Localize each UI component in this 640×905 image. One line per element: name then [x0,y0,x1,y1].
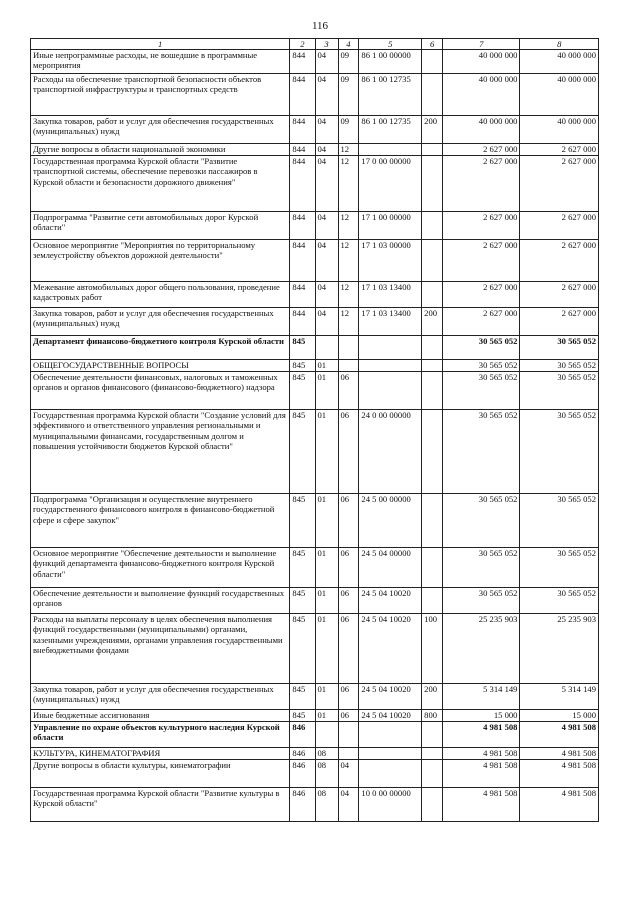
amount-year1-cell: 30 565 052 [443,360,520,372]
ministry-code-cell: 844 [290,50,315,74]
amount-year1-cell: 25 235 903 [443,614,520,684]
section-code-cell: 04 [315,50,338,74]
amount-year1-cell: 40 000 000 [443,50,520,74]
page-number: 116 [311,20,329,32]
target-article-cell: 24 5 00 00000 [359,494,422,548]
section-code-cell: 01 [315,684,338,710]
amount-year2-cell: 30 565 052 [520,494,599,548]
row-name-cell: Закупка товаров, работ и услуг для обеспечения государственных (муниципальных) нужд [31,116,290,144]
subsection-code-cell: 09 [338,116,359,144]
row-name-cell: ОБЩЕГОСУДАРСТВЕННЫЕ ВОПРОСЫ [31,360,290,372]
target-article-cell [359,336,422,360]
row-name-cell: Обеспечение деятельности финансовых, налоговых и таможенных органов и органов финансового (финансово-бюджетного) надзора [31,372,290,410]
subsection-code-cell: 06 [338,710,359,722]
row-name-cell: Расходы на выплаты персоналу в целях обеспечения выполнения функций государственными (муниципальными) органами, казенными учреждениями, органами управления государственными внебюджетными фондами [31,614,290,684]
amount-year2-cell: 2 627 000 [520,308,599,336]
ministry-code-cell: 844 [290,240,315,282]
target-article-cell: 24 5 04 10020 [359,684,422,710]
section-code-cell: 08 [315,760,338,788]
target-article-cell [359,360,422,372]
section-code-cell: 08 [315,788,338,822]
table-row [31,788,599,822]
expense-type-cell [422,748,443,760]
section-code-cell: 01 [315,614,338,684]
amount-year2-cell: 2 627 000 [520,240,599,282]
table-row [31,156,599,212]
row-name-cell: Основное мероприятие "Мероприятия по территориальному землеустройству объектов дорожной деятельности" [31,240,290,282]
amount-year1-cell: 40 000 000 [443,116,520,144]
expense-type-cell [422,336,443,360]
amount-year1-cell: 4 981 508 [443,760,520,788]
expense-type-cell [422,144,443,156]
amount-year1-cell: 4 981 508 [443,748,520,760]
amount-year2-cell: 4 981 508 [520,788,599,822]
ministry-code-cell: 845 [290,360,315,372]
amount-year1-cell: 30 565 052 [443,548,520,588]
table-row [31,360,599,372]
row-name-cell: Закупка товаров, работ и услуг для обеспечения государственных (муниципальных) нужд [31,684,290,710]
row-name-cell: Подпрограмма "Организация и осуществление внутреннего государственного финансового контроля в финансово-бюджетной сфере и сфере закупок" [31,494,290,548]
section-code-cell: 04 [315,282,338,308]
amount-year2-cell: 5 314 149 [520,684,599,710]
target-article-cell: 17 1 03 13400 [359,308,422,336]
amount-year2-cell: 2 627 000 [520,144,599,156]
ministry-code-cell: 844 [290,282,315,308]
expense-type-cell: 200 [422,116,443,144]
ministry-code-cell: 844 [290,74,315,116]
expense-type-cell [422,50,443,74]
subsection-code-cell: 12 [338,240,359,282]
amount-year1-cell: 4 981 508 [443,722,520,748]
ministry-code-cell: 845 [290,684,315,710]
table-row [31,684,599,710]
subsection-code-cell: 12 [338,156,359,212]
subsection-code-cell: 04 [338,788,359,822]
table-row [31,760,599,788]
column-header: 8 [520,39,599,50]
table-row [31,548,599,588]
row-name-cell: Другие вопросы в области национальной экономики [31,144,290,156]
ministry-code-cell: 845 [290,494,315,548]
subsection-code-cell [338,360,359,372]
target-article-cell: 86 1 00 00000 [359,50,422,74]
subsection-code-cell: 09 [338,74,359,116]
section-code-cell: 01 [315,360,338,372]
target-article-cell: 24 5 04 10020 [359,710,422,722]
subsection-code-cell [338,336,359,360]
expense-type-cell [422,722,443,748]
section-code-cell: 01 [315,410,338,494]
table-row [31,710,599,722]
table-row [31,614,599,684]
amount-year1-cell: 30 565 052 [443,336,520,360]
table-row [31,212,599,240]
row-name-cell: Государственная программа Курской области "Развитие транспортной системы, обеспечение перевозки пассажиров в Курской области и безопасности дорожного движения" [31,156,290,212]
ministry-code-cell: 846 [290,722,315,748]
column-header: 4 [338,39,359,50]
subsection-code-cell: 06 [338,684,359,710]
amount-year1-cell: 2 627 000 [443,282,520,308]
target-article-cell: 24 5 04 00000 [359,548,422,588]
table-row [31,144,599,156]
target-article-cell: 24 5 04 10020 [359,614,422,684]
subsection-code-cell: 09 [338,50,359,74]
subsection-code-cell: 12 [338,282,359,308]
expense-type-cell [422,240,443,282]
ministry-code-cell: 846 [290,760,315,788]
amount-year2-cell: 2 627 000 [520,212,599,240]
target-article-cell [359,372,422,410]
table-row [31,308,599,336]
table-row [31,748,599,760]
section-code-cell: 04 [315,240,338,282]
expense-type-cell [422,156,443,212]
ministry-code-cell: 846 [290,748,315,760]
row-name-cell: Закупка товаров, работ и услуг для обеспечения государственных (муниципальных) нужд [31,308,290,336]
row-name-cell: Расходы на обеспечение транспортной безопасности объектов транспортной инфраструктуры и транспортных средств [31,74,290,116]
row-name-cell: Подпрограмма "Развитие сети автомобильных дорог Курской области" [31,212,290,240]
ministry-code-cell: 845 [290,614,315,684]
subsection-code-cell: 06 [338,372,359,410]
table-row [31,722,599,748]
amount-year1-cell: 30 565 052 [443,588,520,614]
target-article-cell [359,144,422,156]
ministry-code-cell: 845 [290,710,315,722]
amount-year2-cell: 30 565 052 [520,588,599,614]
amount-year2-cell: 40 000 000 [520,116,599,144]
amount-year1-cell: 40 000 000 [443,74,520,116]
target-article-cell: 17 1 00 00000 [359,212,422,240]
table-row [31,240,599,282]
expense-type-cell: 200 [422,308,443,336]
target-article-cell: 17 1 03 13400 [359,282,422,308]
row-name-cell: Межевание автомобильных дорог общего пользования, проведение кадастровых работ [31,282,290,308]
amount-year2-cell: 4 981 508 [520,748,599,760]
subsection-code-cell: 06 [338,494,359,548]
section-code-cell: 04 [315,156,338,212]
budget-table [30,38,599,822]
amount-year1-cell: 2 627 000 [443,144,520,156]
target-article-cell: 24 5 04 10020 [359,588,422,614]
row-name-cell: КУЛЬТУРА, КИНЕМАТОГРАФИЯ [31,748,290,760]
section-code-cell: 01 [315,548,338,588]
subsection-code-cell [338,748,359,760]
amount-year1-cell: 30 565 052 [443,372,520,410]
subsection-code-cell: 06 [338,548,359,588]
section-code-cell: 04 [315,116,338,144]
amount-year2-cell: 30 565 052 [520,372,599,410]
amount-year1-cell: 2 627 000 [443,212,520,240]
amount-year2-cell: 4 981 508 [520,760,599,788]
section-code-cell [315,722,338,748]
target-article-cell [359,748,422,760]
subsection-code-cell: 06 [338,410,359,494]
column-header: 7 [443,39,520,50]
amount-year2-cell: 40 000 000 [520,74,599,116]
column-number-row [31,39,599,50]
expense-type-cell [422,494,443,548]
amount-year1-cell: 2 627 000 [443,308,520,336]
target-article-cell: 86 1 00 12735 [359,74,422,116]
section-code-cell: 04 [315,74,338,116]
row-name-cell: Департамент финансово-бюджетного контроля Курской области [31,336,290,360]
amount-year2-cell: 2 627 000 [520,282,599,308]
table-row [31,116,599,144]
row-name-cell: Иные непрограммные расходы, не вошедшие в программные мероприятия [31,50,290,74]
section-code-cell: 04 [315,144,338,156]
section-code-cell: 01 [315,588,338,614]
column-header: 6 [422,39,443,50]
amount-year2-cell: 4 981 508 [520,722,599,748]
ministry-code-cell: 845 [290,410,315,494]
target-article-cell: 17 0 00 00000 [359,156,422,212]
amount-year1-cell: 4 981 508 [443,788,520,822]
amount-year2-cell: 30 565 052 [520,336,599,360]
subsection-code-cell: 12 [338,308,359,336]
row-name-cell: Обеспечение деятельности и выполнение функций государственных органов [31,588,290,614]
subsection-code-cell: 12 [338,212,359,240]
table-row [31,336,599,360]
ministry-code-cell: 844 [290,116,315,144]
expense-type-cell [422,548,443,588]
expense-type-cell [422,360,443,372]
expense-type-cell [422,588,443,614]
target-article-cell [359,760,422,788]
table-row [31,282,599,308]
subsection-code-cell: 06 [338,588,359,614]
section-code-cell [315,336,338,360]
ministry-code-cell: 845 [290,372,315,410]
table-row [31,410,599,494]
ministry-code-cell: 844 [290,144,315,156]
column-header: 1 [31,39,290,50]
column-header: 3 [315,39,338,50]
section-code-cell: 01 [315,710,338,722]
target-article-cell: 10 0 00 00000 [359,788,422,822]
expense-type-cell: 200 [422,684,443,710]
row-name-cell: Основное мероприятие "Обеспечение деятельности и выполнение функций департамента финансово-бюджетного контроля Курской области" [31,548,290,588]
amount-year2-cell: 30 565 052 [520,548,599,588]
ministry-code-cell: 845 [290,548,315,588]
subsection-code-cell: 06 [338,614,359,684]
subsection-code-cell [338,722,359,748]
row-name-cell: Управление по охране объектов культурного наследия Курской области [31,722,290,748]
table-row [31,50,599,74]
table-row [31,372,599,410]
target-article-cell: 86 1 00 12735 [359,116,422,144]
subsection-code-cell: 04 [338,760,359,788]
target-article-cell: 17 1 03 00000 [359,240,422,282]
section-code-cell: 01 [315,372,338,410]
ministry-code-cell: 844 [290,308,315,336]
ministry-code-cell: 845 [290,588,315,614]
row-name-cell: Государственная программа Курской области "Развитие культуры в Курской области" [31,788,290,822]
column-header: 5 [359,39,422,50]
table-row [31,588,599,614]
amount-year1-cell: 2 627 000 [443,240,520,282]
amount-year2-cell: 40 000 000 [520,50,599,74]
target-article-cell [359,722,422,748]
amount-year2-cell: 25 235 903 [520,614,599,684]
ministry-code-cell: 844 [290,212,315,240]
row-name-cell: Государственная программа Курской области "Создание условий для эффективного и ответственного управления региональными и муниципальными финансами, государственным долгом и повышения устойчивости бюджетов Курской области" [31,410,290,494]
table-row [31,494,599,548]
expense-type-cell [422,788,443,822]
amount-year2-cell: 30 565 052 [520,410,599,494]
amount-year1-cell: 5 314 149 [443,684,520,710]
expense-type-cell [422,372,443,410]
section-code-cell: 04 [315,212,338,240]
row-name-cell: Иные бюджетные ассигнования [31,710,290,722]
section-code-cell: 01 [315,494,338,548]
column-header: 2 [290,39,315,50]
amount-year2-cell: 15 000 [520,710,599,722]
amount-year1-cell: 30 565 052 [443,410,520,494]
table-body [31,39,599,822]
expense-type-cell [422,282,443,308]
expense-type-cell: 800 [422,710,443,722]
amount-year2-cell: 30 565 052 [520,360,599,372]
ministry-code-cell: 844 [290,156,315,212]
expense-type-cell [422,74,443,116]
amount-year2-cell: 2 627 000 [520,156,599,212]
table-row [31,74,599,116]
section-code-cell: 08 [315,748,338,760]
expense-type-cell [422,212,443,240]
amount-year1-cell: 15 000 [443,710,520,722]
subsection-code-cell: 12 [338,144,359,156]
amount-year1-cell: 30 565 052 [443,494,520,548]
row-name-cell: Другие вопросы в области культуры, кинематографии [31,760,290,788]
expense-type-cell: 100 [422,614,443,684]
ministry-code-cell: 846 [290,788,315,822]
amount-year1-cell: 2 627 000 [443,156,520,212]
section-code-cell: 04 [315,308,338,336]
target-article-cell: 24 0 00 00000 [359,410,422,494]
expense-type-cell [422,410,443,494]
expense-type-cell [422,760,443,788]
ministry-code-cell: 845 [290,336,315,360]
